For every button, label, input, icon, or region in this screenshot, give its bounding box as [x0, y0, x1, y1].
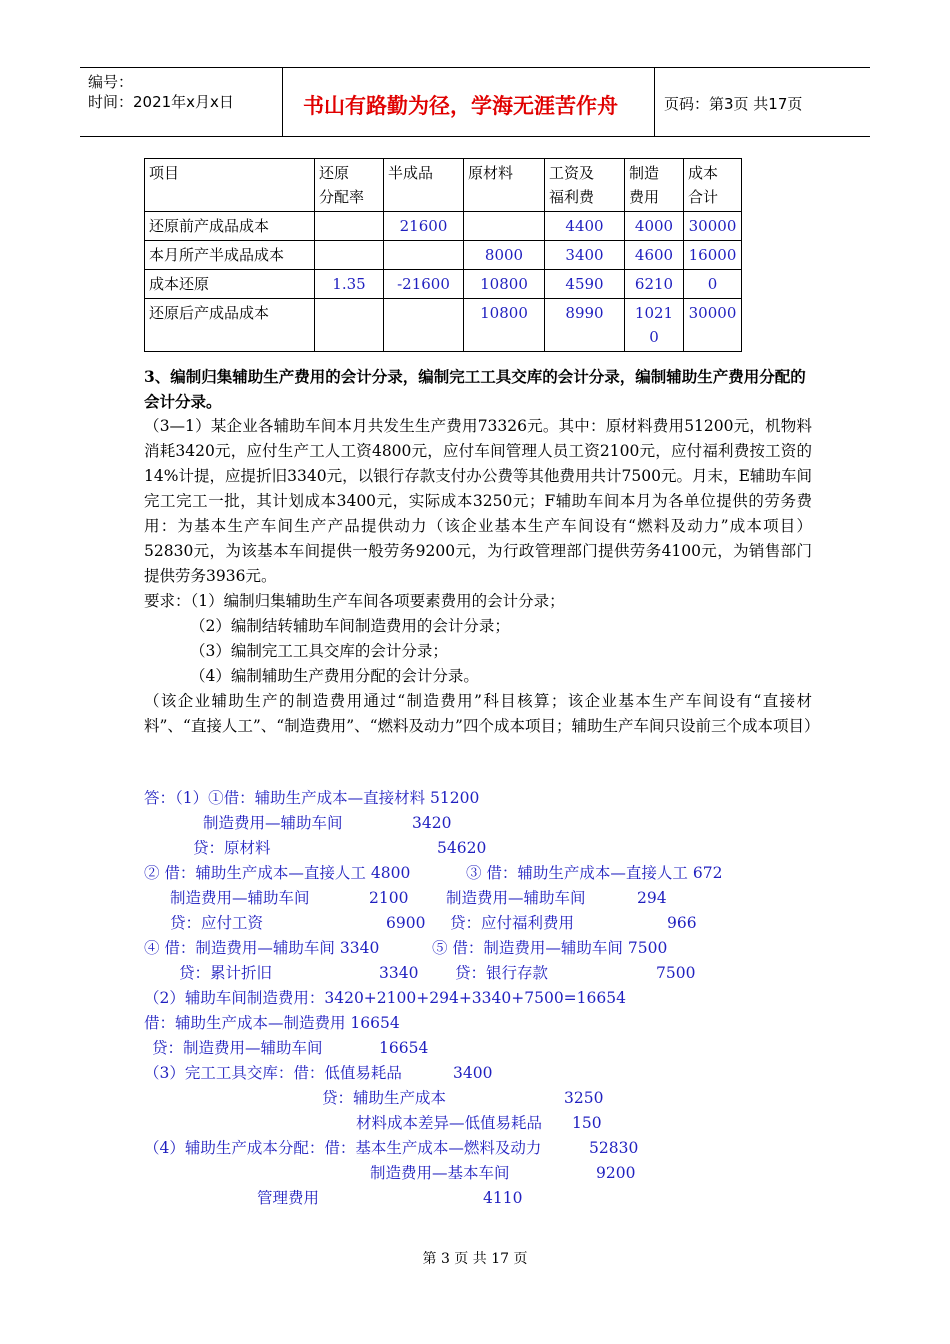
cost-restoration-table — [144, 158, 742, 352]
header-page-label: 页码：第3页 共17页 — [664, 95, 803, 113]
table-cell-label: 还原后产成品成本 — [145, 299, 315, 352]
table-cell — [384, 299, 464, 352]
table-header-row — [145, 159, 742, 212]
table-cell: 30000 — [684, 299, 742, 352]
table-cell — [315, 299, 384, 352]
answer-line: ⑤ 借：制造费用—辅助车间 7500 — [432, 939, 668, 957]
answer-line: 管理费用 — [257, 1189, 320, 1207]
table-cell: 10800 — [464, 299, 545, 352]
page-header — [80, 67, 870, 137]
table-header-cell: 成本 合计 — [684, 159, 742, 212]
requirement-4: （4）编制辅助生产费用分配的会计分录。 — [190, 667, 479, 685]
table-cell: 8990 — [545, 299, 625, 352]
answer-amount: 9200 — [596, 1164, 636, 1182]
answer-line: （4）辅助生产成本分配：借：基本生产成本—燃料及动力 — [144, 1139, 542, 1157]
table-cell — [315, 212, 384, 241]
table-cell-label: 还原前产成品成本 — [145, 212, 315, 241]
table-cell-label: 成本还原 — [145, 270, 315, 299]
requirement-2: （2）编制结转辅助车间制造费用的会计分录； — [190, 617, 510, 635]
table-cell — [315, 241, 384, 270]
answer-amount: 966 — [667, 914, 697, 932]
answer-line: ② 借：辅助生产成本—直接人工 4800 — [144, 864, 411, 882]
table-cell: 16000 — [684, 241, 742, 270]
answer-line: （3）完工工具交库：借：低值易耗品 — [144, 1064, 402, 1082]
table-cell: 4600 — [625, 241, 684, 270]
answer-line: 材料成本差异—低值易耗品 — [356, 1114, 543, 1132]
table-cell-label: 本月所产半成品成本 — [145, 241, 315, 270]
table-cell: 10800 — [464, 270, 545, 299]
table-cell: 30000 — [684, 212, 742, 241]
problem-statement: （3—1）某企业各辅助车间本月共发生生产费用73326元。其中：原材料费用51200元，机物料消耗3420元，应付生产工人工资4800元，应付车间管理人员工资2100元，应付福利费按工资的14%计提，应提折旧3340元，以银行存款支付办公费等其他费用共计7500元。月末，E辅助车间完工完工一批，其计划成本3400元，实际成本3250元；F辅助车间本月为各单位提供的劳务费用：为基本生产车间生产产品提供动力（该企业基本生产车间设有“燃料及动力”成本项目）52830元，为该基本车间提供一般劳务9200元，为行政管理部门提供劳务4100元，为销售部门提供劳务3936元。 — [144, 417, 812, 585]
problem-note: （该企业辅助生产的制造费用通过“制造费用”科目核算；该企业基本生产车间设有“直接材料”、“直接人工”、“制造费用”、“燃料及动力”四个成本项目；辅助生产车间只设前三个成本项目） — [144, 692, 820, 735]
table-cell: 6210 — [625, 270, 684, 299]
answer-amount: 150 — [572, 1114, 602, 1132]
answer-amount: 2100 — [369, 889, 409, 907]
table-cell: 4000 — [625, 212, 684, 241]
table-row — [145, 212, 742, 241]
doc-date-label: 时间：2021年x月x日 — [88, 93, 234, 111]
header-divider-right — [654, 68, 655, 136]
table-row — [145, 299, 742, 352]
answer-line: ③ 借：辅助生产成本—直接人工 672 — [466, 864, 723, 882]
table-cell: 1.35 — [315, 270, 384, 299]
answer-line: 制造费用—辅助车间 — [203, 814, 343, 832]
doc-code-label: 编号： — [88, 73, 134, 91]
table-cell: 21600 — [384, 212, 464, 241]
answer-line: 贷：银行存款 — [455, 964, 549, 982]
answer-line: ④ 借：制造费用—辅助车间 3340 — [144, 939, 380, 957]
table-header-cell: 工资及 福利费 — [545, 159, 625, 212]
table-cell: 4590 — [545, 270, 625, 299]
answer-amount: 3340 — [379, 964, 419, 982]
answer-amount: 54620 — [437, 839, 487, 857]
table-cell: 0 — [684, 270, 742, 299]
requirement-1: 要求：（1）编制归集辅助生产车间各项要素费用的会计分录； — [144, 592, 565, 610]
requirement-3: （3）编制完工工具交库的会计分录； — [190, 642, 448, 660]
table-header-cell: 项目 — [145, 159, 315, 212]
answer-line: 答：（1）①借：辅助生产成本—直接材料 51200 — [144, 789, 480, 807]
answer-amount: 4110 — [483, 1189, 523, 1207]
answer-amount: 16654 — [379, 1039, 429, 1057]
table-row — [145, 241, 742, 270]
answer-amount: 3250 — [564, 1089, 604, 1107]
table-header-cell: 原材料 — [464, 159, 545, 212]
answer-amount: 294 — [637, 889, 667, 907]
answer-amount: 3400 — [453, 1064, 493, 1082]
answer-line: 贷：辅助生产成本 — [322, 1089, 447, 1107]
answer-line: 贷：原材料 — [193, 839, 271, 857]
answer-amount: 7500 — [656, 964, 696, 982]
answer-line: 制造费用—辅助车间 — [170, 889, 310, 907]
answer-amount: 6900 — [386, 914, 426, 932]
table-header-cell: 还原 分配率 — [315, 159, 384, 212]
table-cell: 8000 — [464, 241, 545, 270]
table-header-cell: 半成品 — [384, 159, 464, 212]
answer-line: 贷：累计折旧 — [179, 964, 273, 982]
table-header-cell: 制造 费用 — [625, 159, 684, 212]
table-cell — [384, 241, 464, 270]
answer-line: 贷：应付工资 — [170, 914, 264, 932]
answer-line: 制造费用—辅助车间 — [446, 889, 586, 907]
answer-line: 贷：制造费用—辅助车间 — [152, 1039, 323, 1057]
answer-line: 借：辅助生产成本—制造费用 16654 — [144, 1014, 400, 1032]
header-motto: 书山有路勤为径，学海无涯苦作舟 — [303, 94, 618, 118]
table-cell: 1021 0 — [625, 299, 684, 352]
table-cell — [464, 212, 545, 241]
answer-line: 贷：应付福利费用 — [450, 914, 575, 932]
table-cell: 4400 — [545, 212, 625, 241]
table-row — [145, 270, 742, 299]
answer-line: 制造费用—基本车间 — [370, 1164, 510, 1182]
answer-amount: 3420 — [412, 814, 452, 832]
table-cell: -21600 — [384, 270, 464, 299]
answer-line: （2）辅助车间制造费用：3420+2100+294+3340+7500=16654 — [144, 989, 626, 1007]
table-cell: 3400 — [545, 241, 625, 270]
page-footer: 第 3 页 共 17 页 — [422, 1251, 528, 1267]
section-title: 3、编制归集辅助生产费用的会计分录，编制完工工具交库的会计分录，编制辅助生产费用分配的会计分录。 — [144, 367, 806, 411]
header-divider-left — [282, 68, 283, 136]
answer-amount: 52830 — [589, 1139, 639, 1157]
